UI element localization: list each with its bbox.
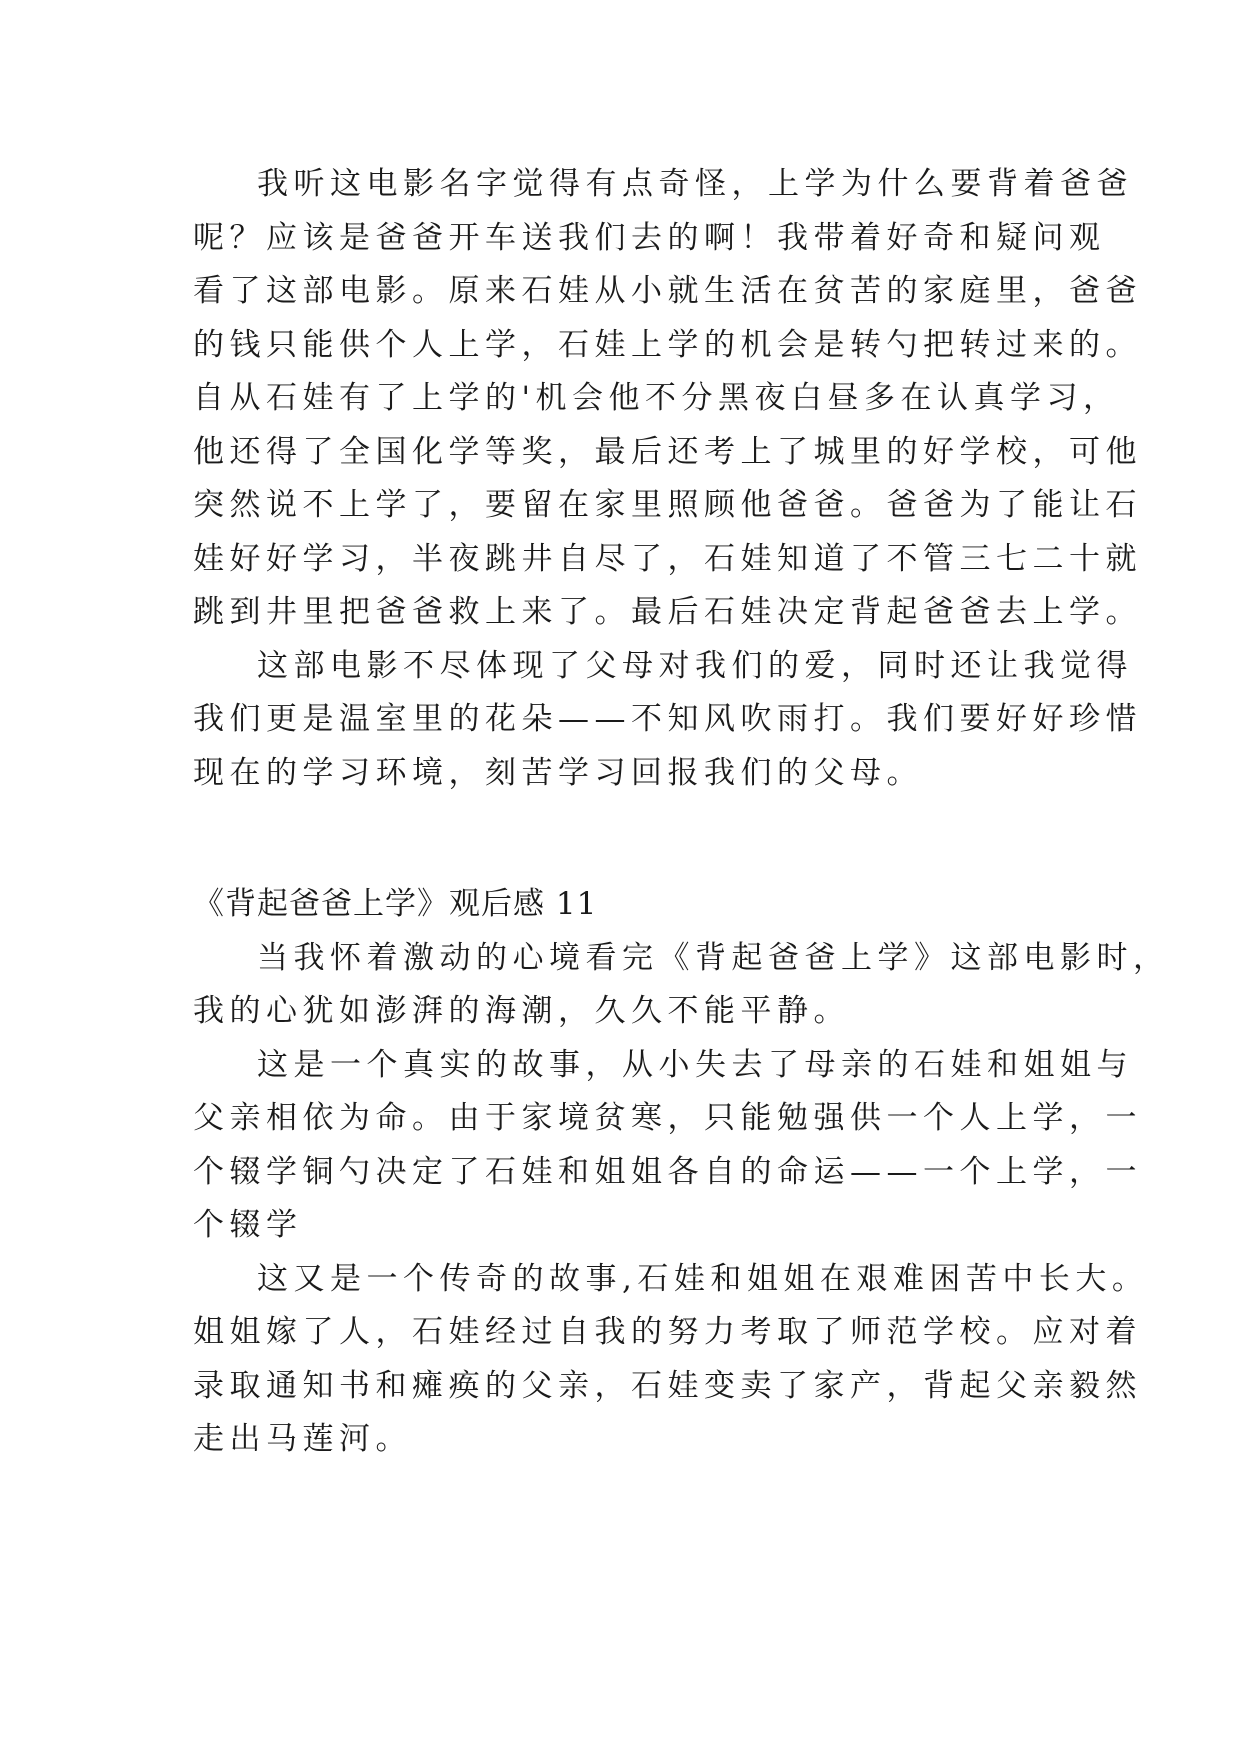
text-line: 走出马莲河。 [193, 1421, 412, 1457]
paragraph [193, 158, 1142, 640]
text-line: 他还得了全国化学等奖，最后还考上了城里的好学校，可他 [193, 433, 1142, 470]
paragraph [193, 640, 1142, 801]
section-spacer [193, 800, 1073, 878]
text-line: 突然说不上学了，要留在家里照顾他爸爸。爸爸为了能让石 [193, 487, 1142, 523]
text-line: 个辍学 [193, 1207, 303, 1243]
section-heading: 《背起爸爸上学》观后感 11 [193, 886, 598, 922]
text-line: 现在的学习环境，刻苦学习回报我们的父母。 [193, 754, 923, 791]
text-line: 我的心犹如澎湃的海潮，久久不能平静。 [193, 993, 850, 1029]
text-line: 当我怀着激动的心境看完《背起爸爸上学》这部电影时， [257, 939, 1170, 976]
text-line: 呢？应该是爸爸开车送我们去的啊！我带着好奇和疑问观 [193, 219, 1106, 256]
document-body [193, 158, 1170, 1467]
text-line: 父亲相依为命。由于家境贫寒，只能勉强供一个人上学，一 [193, 1100, 1142, 1136]
text-line: 我们更是温室里的花朵——不知风吹雨打。我们要好好珍惜 [193, 701, 1142, 737]
text-line: 我听这电影名字觉得有点奇怪，上学为什么要背着爸爸 [257, 166, 1133, 202]
text-line: 这是一个真实的故事，从小失去了母亲的石娃和姐姐与 [257, 1046, 1133, 1083]
text-line: 跳到井里把爸爸救上来了。最后石娃决定背起爸爸去上学。 [193, 594, 1142, 630]
text-line: 姐姐嫁了人，石娃经过自我的努力考取了师范学校。应对着 [193, 1314, 1142, 1350]
paragraph [193, 1253, 1149, 1467]
text-line: 录取通知书和瘫痪的父亲，石娃变卖了家产，背起父亲毅然 [193, 1367, 1142, 1404]
paragraph [193, 1039, 1142, 1253]
text-line: 自从石娃有了上学的'机会他不分黑夜白昼多在认真学习， [193, 380, 1120, 416]
text-line: 个辍学铜勺决定了石娃和姐姐各自的命运——一个上学，一 [193, 1153, 1142, 1190]
text-line: 这又是一个传奇的故事,石娃和姐姐在艰难困苦中长大。 [257, 1260, 1149, 1297]
text-line: 的钱只能供个人上学，石娃上学的机会是转勺把转过来的。 [193, 326, 1142, 363]
text-line: 这部电影不尽体现了父母对我们的爱，同时还让我觉得 [257, 647, 1133, 684]
paragraph [193, 932, 1170, 1039]
text-line: 看了这部电影。原来石娃从小就生活在贫苦的家庭里，爸爸 [193, 273, 1142, 309]
text-line: 娃好好学习，半夜跳井自尽了，石娃知道了不管三七二十就 [193, 540, 1142, 577]
